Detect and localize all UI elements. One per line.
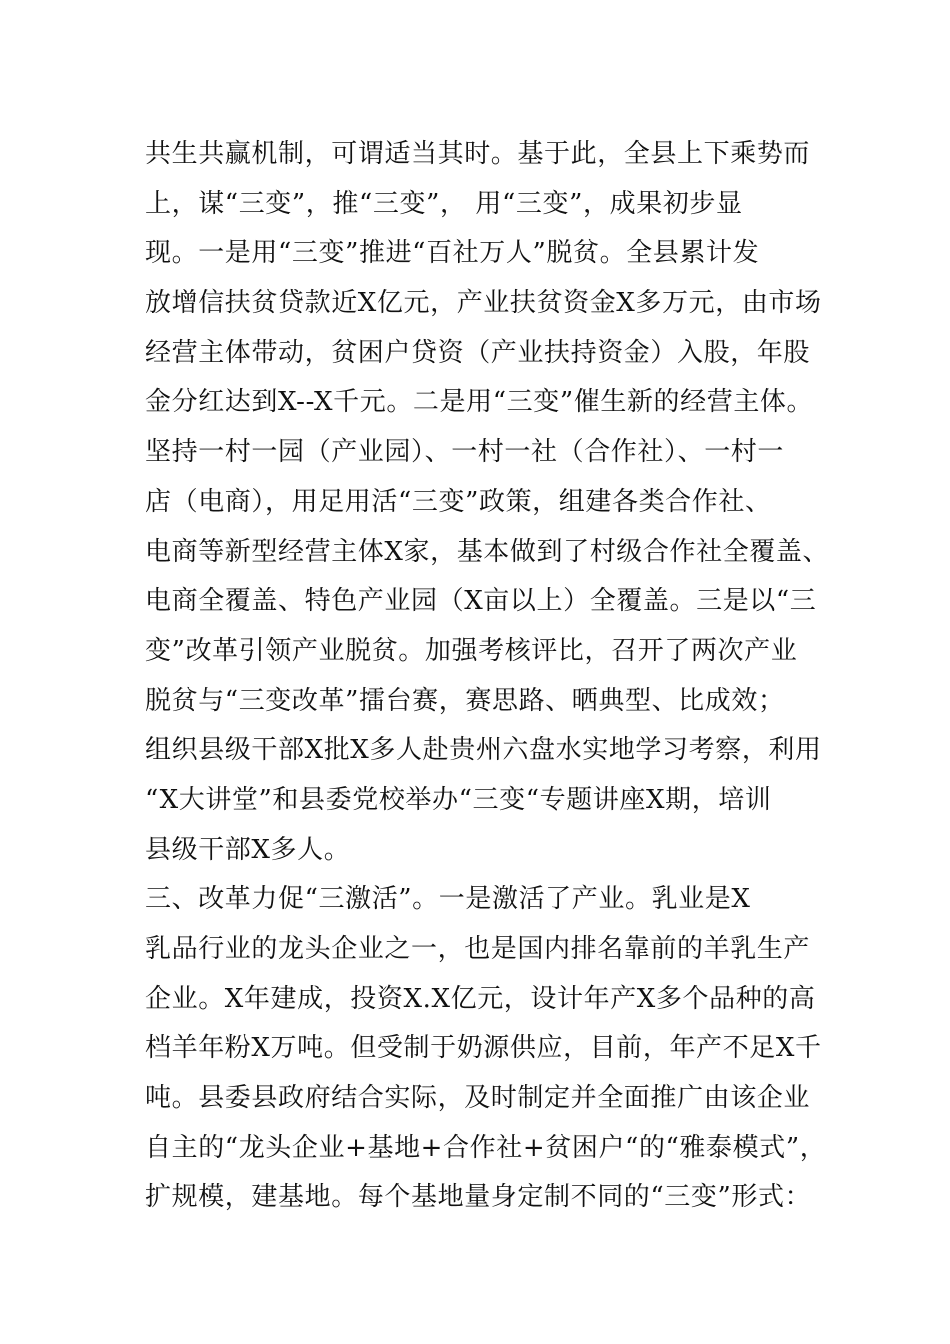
- text-line: 扩规模，建基地。每个基地量身定制不同的“三变”形式：: [145, 1182, 812, 1213]
- text-line: 企业。X年建成，投资X.X亿元，设计年产X多个品种的高: [145, 983, 816, 1014]
- body-text: [145, 130, 830, 1223]
- text-line: 乳品行业的龙头企业之一，也是国内排名靠前的羊乳生产: [145, 934, 811, 964]
- text-line: “X大讲堂”和县委党校举办“三变“专题讲座X期，培训: [145, 784, 772, 815]
- text-line: 经营主体带动，贫困户贷资（产业扶持资金）入股，年股: [145, 337, 811, 368]
- text-line: 金分红达到X--X千元。二是用“三变”催生新的经营主体。: [145, 387, 814, 418]
- text-line: 共生共赢机制，可谓适当其时。基于此，全县上下乘势而: [145, 139, 811, 169]
- text-line: 三、改革力促“三激活”。一是激活了产业。乳业是X: [145, 884, 751, 915]
- text-line: 组织县级干部X批X多人赴贵州六盘水实地学习考察，利用: [145, 735, 822, 766]
- text-line: 吨。县委县政府结合实际，及时制定并全面推广由该企业: [145, 1083, 811, 1114]
- text-line: 档羊年粉X万吨。但受制于奶源供应，目前，年产不足X千: [145, 1033, 822, 1064]
- text-line: 电商全覆盖、特色产业园（X亩以上）全覆盖。三是以“三: [145, 586, 817, 617]
- text-line: 脱贫与“三变改革”擂台赛，赛思路、晒典型、比成效；: [145, 685, 785, 716]
- text-line: 自主的“龙头企业+基地+合作社+贫困户“的“雅泰模式”，: [145, 1132, 827, 1163]
- text-line: 上，谋“三变”，推“三变”， 用“三变”，成果初步显: [145, 188, 743, 219]
- text-line: 变”改革引领产业脱贫。加强考核评比，召开了两次产业: [145, 635, 798, 666]
- text-line: 电商等新型经营主体X家，基本做到了村级合作社全覆盖、: [145, 536, 830, 567]
- text-line: 放增信扶贫贷款近X亿元，产业扶贫资金X多万元，由市场: [145, 288, 822, 319]
- text-line: 县级干部X多人。: [145, 834, 351, 865]
- text-line: 现。一是用“三变”推进“百社万人”脱贫。全县累计发: [145, 238, 760, 269]
- text-line: 坚持一村一园（产业园）、一村一社（合作社）、一村一: [145, 437, 785, 468]
- text-line: 店（电商），用足用活“三变”政策，组建各类合作社、: [145, 486, 772, 517]
